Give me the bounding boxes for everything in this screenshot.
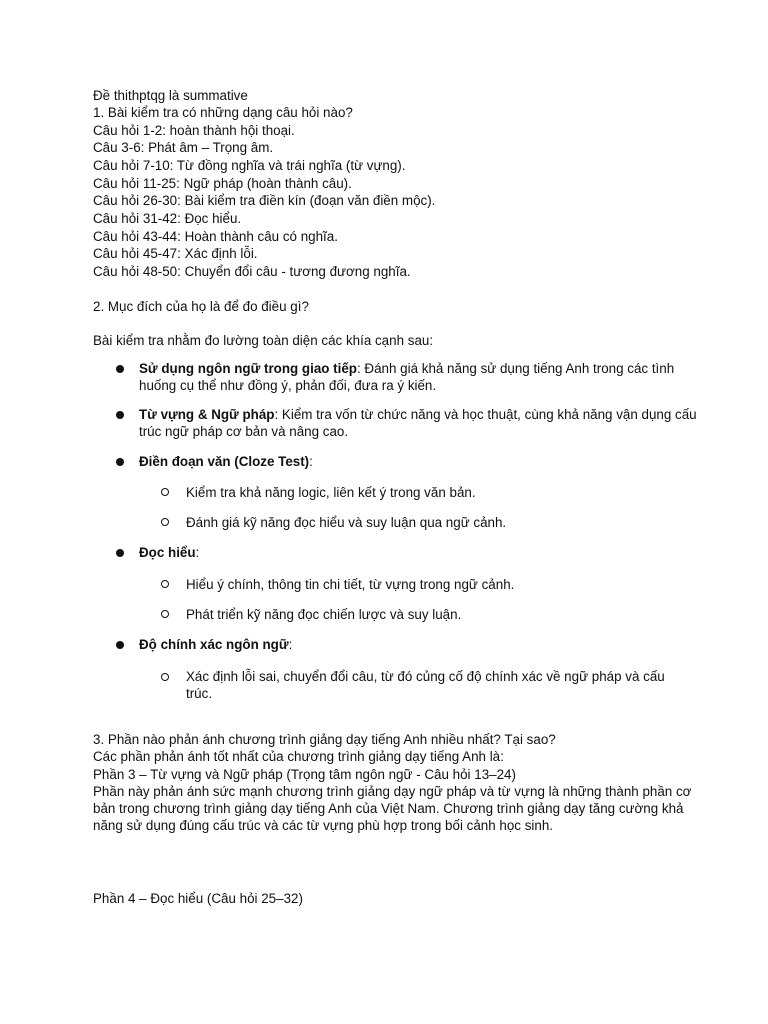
question-type-item: Câu hỏi 43-44: Hoàn thành câu có nghĩa. (93, 229, 338, 244)
sub-bullet-item: Phát triển kỹ năng đọc chiến lược và suy luận. (186, 607, 462, 622)
bullet-text: : (309, 454, 313, 469)
question-type-item: Câu hỏi 7-10: Từ đồng nghĩa và trái nghĩa (từ vựng). (93, 158, 406, 173)
bullet-item-accuracy (139, 636, 699, 653)
sub-bullet-item: Kiểm tra khả năng logic, liên kết ý trong văn bản. (186, 485, 476, 500)
question-3-intro: Các phần phản ánh tốt nhất của chương trình giảng dạy tiếng Anh là: (93, 749, 504, 764)
part-3-paragraph: Phần này phản ánh sức mạnh chương trình giảng dạy ngữ pháp và từ vựng là những thành phần cơ bản trong chương trình giảng dạy tiếng Anh của Việt Nam. Chương trình giảng dạy tăng cường khả năng sử dụng đúng cấu trúc và các từ vựng phù hợp trong bối cảnh học sinh. (93, 784, 692, 833)
bullet-label: Sử dụng ngôn ngữ trong giao tiếp (139, 361, 357, 376)
question-type-item: Câu hỏi 48-50: Chuyển đổi câu - tương đương nghĩa. (93, 264, 411, 279)
question-2-intro: Bài kiểm tra nhằm đo lường toàn diện các khía cạnh sau: (93, 333, 434, 348)
part-3-title: Phần 3 – Từ vựng và Ngữ pháp (Trọng tâm ngôn ngữ - Câu hỏi 13–24) (93, 767, 516, 782)
bullet-dot (116, 365, 124, 373)
bullet-item-vocab-grammar (139, 406, 699, 440)
part-4-title: Phần 4 – Đọc hiểu (Câu hỏi 25–32) (93, 891, 303, 906)
bullet-label: Từ vựng & Ngữ pháp (139, 407, 275, 422)
bullet-dot (116, 549, 124, 557)
question-type-item: Câu hỏi 11-25: Ngữ pháp (hoàn thành câu). (93, 176, 352, 191)
sub-bullet-item: Hiểu ý chính, thông tin chi tiết, từ vựng trong ngữ cảnh. (186, 577, 515, 592)
bullet-label: Độ chính xác ngôn ngữ (139, 637, 289, 652)
bullet-dot (116, 458, 124, 466)
question-3-heading: 3. Phần nào phản ánh chương trình giảng dạy tiếng Anh nhiều nhất? Tại sao? (93, 732, 556, 747)
bullet-item-cloze (139, 453, 699, 470)
bullet-text: : (288, 637, 293, 652)
bullet-text: : Đánh giá khả năng sử dụng tiếng Anh trong các tình huống cụ thể như đồng ý, phản đối, đưa ra ý kiến. (139, 361, 675, 393)
bullet-dot (116, 411, 124, 419)
question-type-item: Câu hỏi 26-30: Bài kiểm tra điền kín (đoạn văn điền mộc). (93, 193, 436, 208)
bullet-item-reading (139, 544, 699, 561)
sub-bullet-circle (161, 488, 169, 496)
bullet-label: Đọc hiểu (139, 545, 196, 560)
sub-bullet-circle (161, 673, 169, 681)
question-type-item: Câu 3-6: Phát âm – Trọng âm. (93, 140, 274, 155)
sub-bullet-item: Đánh giá kỹ năng đọc hiểu và suy luận qua ngữ cảnh. (186, 515, 507, 530)
bullet-dot (116, 641, 124, 649)
bullet-text: : (195, 545, 200, 560)
question-type-item: Câu hỏi 31-42: Đọc hiểu. (93, 211, 242, 226)
bullet-item-communication (139, 360, 699, 394)
question-1-heading: 1. Bài kiểm tra có những dạng câu hỏi nào? (93, 105, 353, 120)
sub-bullet-item: Xác định lỗi sai, chuyển đổi câu, từ đó củng cố độ chính xác về ngữ pháp và cấu trúc. (186, 669, 665, 701)
question-type-item: Câu hỏi 45-47: Xác định lỗi. (93, 246, 258, 261)
document-title: Đề thithptqg là summative (93, 88, 248, 103)
question-type-item: Câu hỏi 1-2: hoàn thành hội thoại. (93, 123, 295, 138)
sub-bullet-circle (161, 610, 169, 618)
sub-bullet-circle (161, 518, 169, 526)
bullet-label: Điền đoạn văn (Cloze Test) (139, 454, 310, 469)
sub-bullet-circle (161, 580, 169, 588)
question-2-heading: 2. Mục đích của họ là để đo điều gì? (93, 299, 309, 314)
bullet-text: : Kiểm tra vốn từ chức năng và học thuật, cùng khả năng vận dụng cấu trúc ngữ pháp cơ bản và nâng cao. (139, 407, 697, 439)
